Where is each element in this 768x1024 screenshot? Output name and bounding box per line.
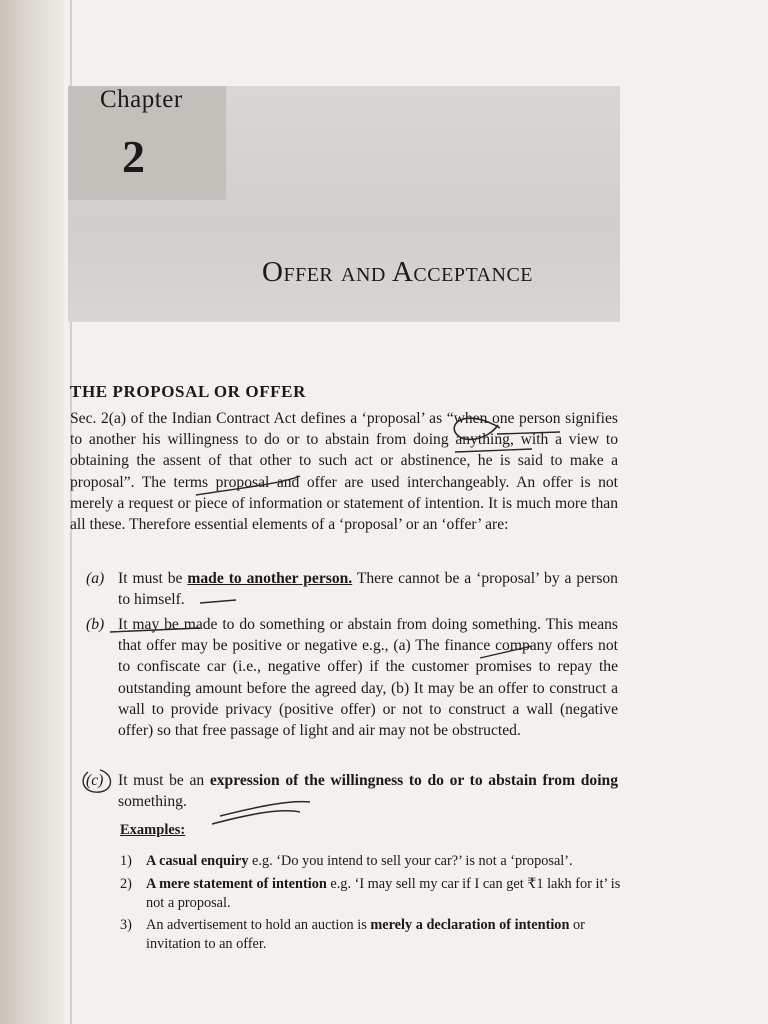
- list-item-body: It may be made to do something or abstain from doing something. This means that offer may be positive or negative e.g., (a) The finance company offers not to confiscate car (i.e., negative offer) if the customer promises to repay the outstanding amount before the agreed day, (b) It may be an offer to construct a wall to provide privacy (positive offer) or not to construct a wall (negative offer) so that free passage of light and air may not be obstructed.: [118, 616, 618, 740]
- example-emphasis: A casual enquiry: [146, 853, 249, 869]
- item-emphasis: made to another person.: [187, 570, 353, 587]
- item-emphasis: to abstain from doing: [469, 772, 618, 789]
- section-title: THE PROPOSAL OR OFFER: [70, 382, 306, 401]
- item-text: There cannot be a ‘proposal’ by a person to himself.: [118, 570, 618, 609]
- pen-underline: [455, 449, 532, 452]
- example-number: 2): [120, 876, 132, 892]
- examples-heading: Examples:: [120, 822, 186, 838]
- pen-circle-mark: [83, 770, 110, 792]
- example-text: e.g. ‘Do you intend to sell your car?’ is not a ‘proposal’.: [248, 853, 573, 869]
- chapter-word: Chapter: [100, 86, 183, 113]
- example-number: 3): [120, 917, 132, 933]
- example-emphasis: A mere statement of intention: [146, 876, 327, 892]
- pen-arrow-mark: [212, 802, 310, 824]
- pen-loop-mark: [454, 418, 500, 439]
- list-marker: (c): [86, 772, 104, 789]
- example-text: An advertisement to hold an auction is: [146, 917, 371, 933]
- example-text: e.g. ‘I may sell my car if I can get ₹1 lakh for it’ is not a proposal.: [146, 876, 621, 911]
- pen-underline: [497, 432, 560, 434]
- example-number: 1): [120, 853, 132, 869]
- item-text: It must be an: [118, 772, 210, 789]
- list-marker: (a): [86, 570, 105, 587]
- chapter-title: Offer and Acceptance: [262, 256, 533, 288]
- item-emphasis: or: [443, 772, 470, 789]
- chapter-number: 2: [122, 131, 145, 182]
- pen-underline: [200, 600, 236, 603]
- example-emphasis: merely a declaration of intention: [370, 917, 570, 933]
- pen-underline: [110, 628, 200, 632]
- list-marker: (b): [86, 616, 105, 633]
- item-text: something.: [118, 793, 187, 811]
- pen-underline: [480, 646, 532, 658]
- pen-underline: [196, 476, 300, 495]
- example-text: or invitation to an offer.: [146, 917, 585, 952]
- intro-paragraph: Sec. 2(a) of the Indian Contract Act defines a ‘proposal’ as “when one person signifies to another his willingness to do or to abstain from doing anything, with a view to obtaining the assent of that other to such act or abstinence, he is said to make a proposal”. The terms proposal and offer are used interchangeably. An offer is not merely a request or piece of information or statement of intention. It is much more than all these. Therefore essential elements of a ‘proposal’ or an ‘offer’ are:: [70, 410, 618, 534]
- item-emphasis: expression of the willingness to do: [209, 772, 444, 789]
- item-text: It must be: [118, 570, 188, 587]
